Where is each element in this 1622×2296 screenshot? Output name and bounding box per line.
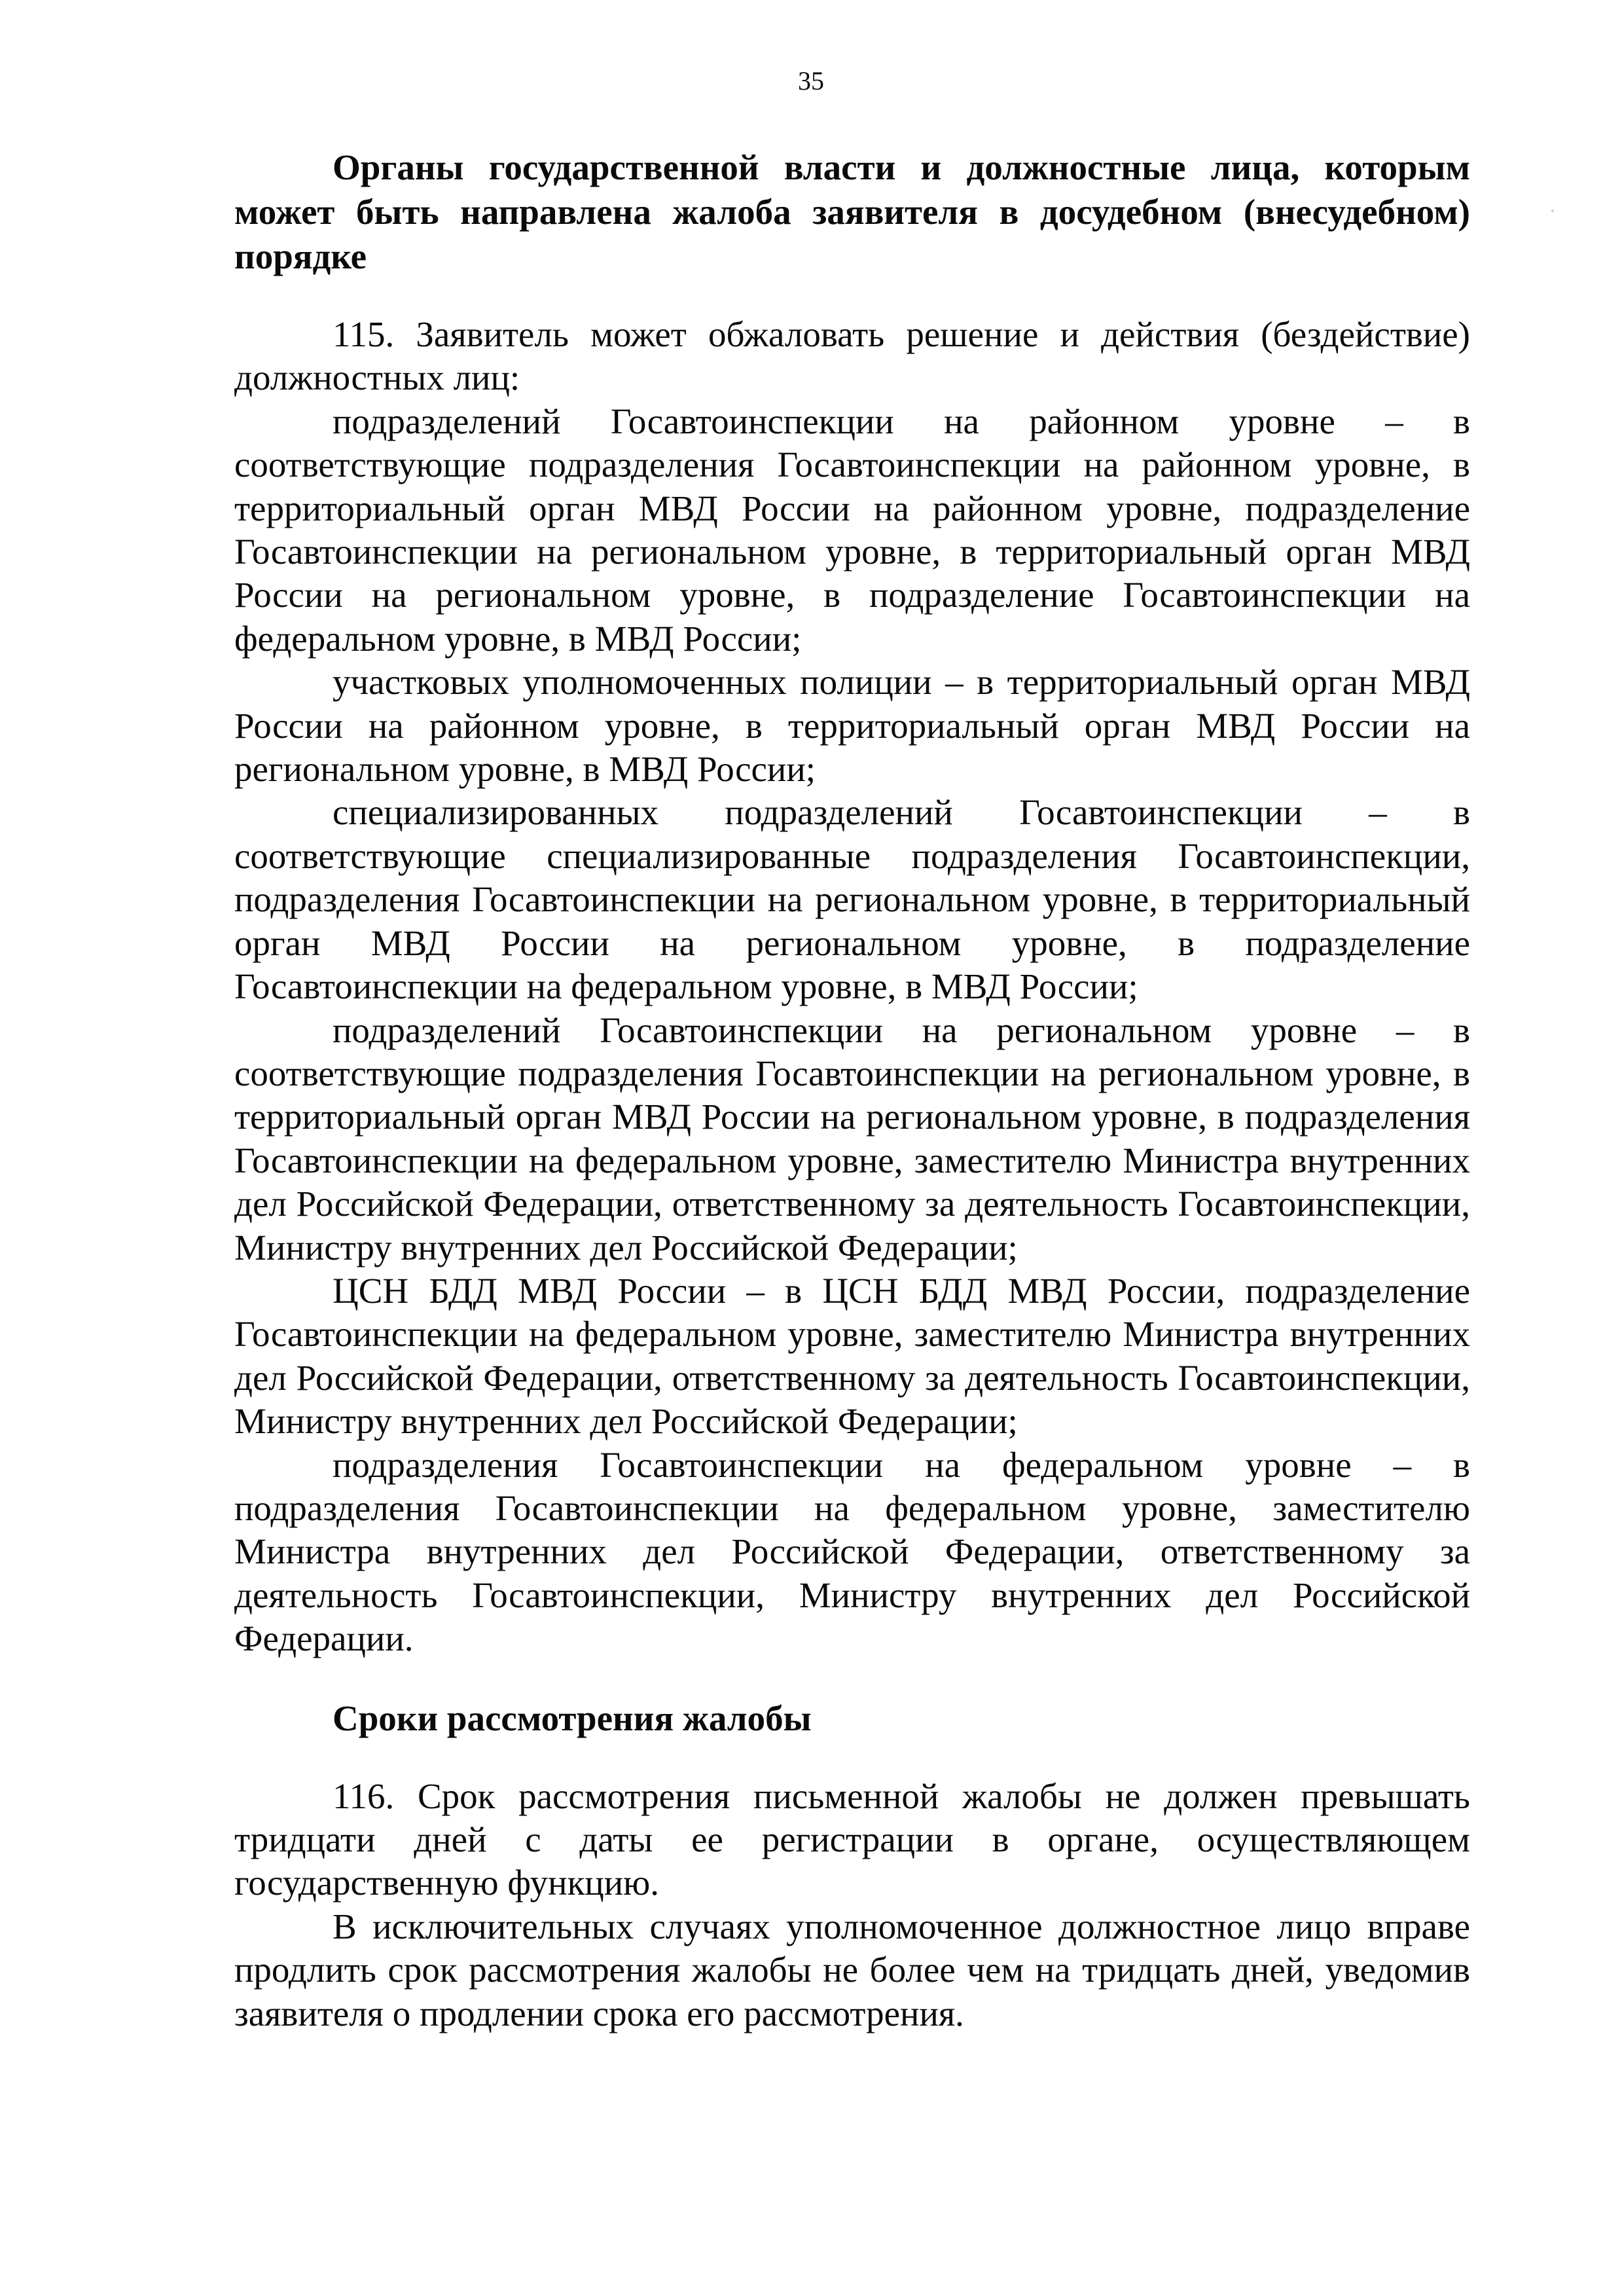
paragraph-federal-units: подразделения Госавтоинспекции на федеральном уровне – в подразделения Госавтоинспекции на федеральном уровне, заместителю Министра внутренних дел Российской Федерации, ответственному за деятельность Госавтоинспекции, Министру внутренних дел Российской Федерации. — [234, 1444, 1470, 1659]
document-body — [234, 145, 1470, 2035]
paragraph-precinct-officers: участковых уполномоченных полиции – в территориальный орган МВД России на районном уровне, в территориальный орган МВД России на региональном уровне, в МВД России; — [234, 662, 1470, 790]
section-title-complaint-bodies: Органы государственной власти и должностные лица, которым может быть направлена жалоба заявителя в досудебном (внесудебном) порядке — [234, 147, 1470, 276]
section-title-review-period: Сроки рассмотрения жалобы — [333, 1698, 812, 1738]
paragraph-specialized-units: специализированных подразделений Госавтоинспекции – в соответствующие специализированные подразделения Госавтоинспекции, подразделения Госавтоинспекции на региональном уровне, в территориальный орган МВД России на региональном уровне, в подразделение Госавтоинспекции на федеральном уровне, в МВД России; — [234, 792, 1470, 1007]
paragraph-116: 116. Срок рассмотрения письменной жалобы не должен превышать тридцати дней с даты ее регистрации в органе, осуществляющем государственную функцию. — [234, 1776, 1470, 1903]
paragraph-115: 115. Заявитель может обжаловать решение и действия (бездействие) должностных лиц: — [234, 314, 1470, 398]
paragraph-extension: В исключительных случаях уполномоченное должностное лицо вправе продлить срок рассмотрения жалобы не более чем на тридцать дней, уведомив заявителя о продлении срока его рассмотрения. — [234, 1906, 1470, 2033]
paragraph-regional-units: подразделений Госавтоинспекции на региональном уровне – в соответствующие подразделения Госавтоинспекции на региональном уровне, в территориальный орган МВД России на региональном уровне, в подразделения Госавтоинспекции на федеральном уровне, заместителю Министра внутренних дел Российской Федерации, ответственному за деятельность Госавтоинспекции, Министру внутренних дел Российской Федерации; — [234, 1010, 1470, 1267]
paragraph-tsn-bdd: ЦСН БДД МВД России – в ЦСН БДД МВД России, подразделение Госавтоинспекции на федеральном уровне, заместителю Министра внутренних дел Российской Федерации, ответственному за деятельность Госавтоинспекции, Министру внутренних дел Российской Федерации; — [234, 1270, 1470, 1442]
page-number: 35 — [798, 66, 824, 96]
scan-artifact — [1551, 210, 1554, 212]
paragraph-district-units: подразделений Госавтоинспекции на районном уровне – в соответствующие подразделения Госавтоинспекции на районном уровне, в территориальный орган МВД России на районном уровне, подразделение Госавтоинспекции на региональном уровне, в территориальный орган МВД России на региональном уровне, в подразделение Госавтоинспекции на федеральном уровне, в МВД России; — [234, 401, 1470, 659]
spacer — [234, 279, 1470, 313]
